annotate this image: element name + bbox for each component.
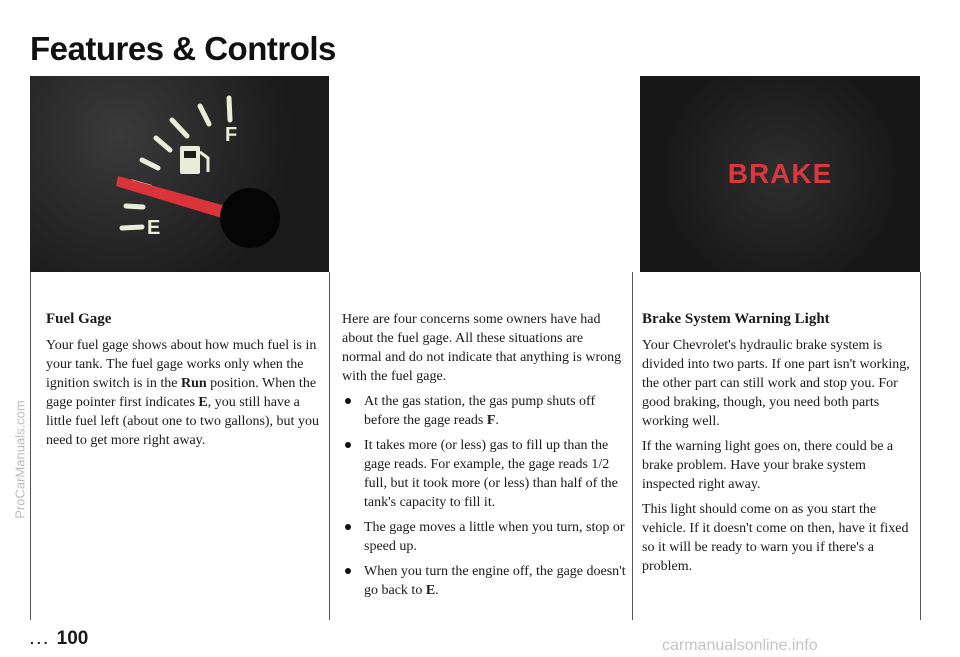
brake-warning-label: BRAKE <box>727 158 833 189</box>
fuel-gage-column <box>46 310 322 456</box>
brake-paragraph-1: Your Chevrolet's hydraulic brake system is divided into two parts. If one part isn't working, the other part can still work and stop you. For good braking, though, you need both parts working well. <box>642 338 910 429</box>
bullet-icon <box>345 524 351 530</box>
brake-paragraph-3: This light should come on as you start the vehicle. If it doesn't come on then, have it fixed so it will be ready to warn you if there's a problem. <box>642 502 909 574</box>
page-number <box>30 628 88 650</box>
fuel-concerns-column <box>342 310 626 606</box>
brake-warning-column <box>642 310 918 582</box>
fuel-gage-illustration <box>30 76 329 272</box>
brake-paragraph-2: If the warning light goes on, there could be a brake problem. Have your brake system inspected right away. <box>642 439 894 492</box>
column-rule-4 <box>920 272 921 620</box>
fuel-concerns-list <box>342 392 626 600</box>
column-rule-1 <box>30 272 31 620</box>
gage-full-mark: F <box>225 124 238 146</box>
page-number-dots: ... <box>30 631 51 647</box>
list-item: It takes more (or less) gas to fill up than the gage reads. For example, the gage reads 1/2 full, but it took more (or less) than half of the tank's capacity to fill it. <box>342 436 626 512</box>
fuel-pump-icon <box>180 146 208 174</box>
brake-warning-photo <box>640 76 920 272</box>
fuel-gage-photo <box>30 76 329 272</box>
bullet-icon <box>345 568 351 574</box>
column-rule-3 <box>632 272 633 620</box>
page-number-value: 100 <box>56 628 89 649</box>
watermark-side: ProCarManuals.com <box>12 400 28 519</box>
watermark-bottom: carmanualsonline.info <box>662 637 818 654</box>
gage-empty-mark: E <box>147 217 161 239</box>
page-title: Features & Controls <box>30 30 336 67</box>
list-item: When you turn the engine off, the gage doesn't go back to E. <box>342 562 626 600</box>
fuel-concerns-intro: Here are four concerns some owners have had about the fuel gage. All these situations are normal and do not indicate that anything is wrong with the fuel gage. <box>342 312 622 384</box>
gage-hub <box>220 188 280 248</box>
fuel-gage-paragraph: Your fuel gage shows about how much fuel is in your tank. The fuel gage works only when the ignition switch is in the Run position. When the gage pointer first indicates E, you still have a little fuel left (about one to two gallons), but you need to get more right away. <box>46 338 319 448</box>
bullet-icon <box>345 442 351 448</box>
column-rule-2 <box>329 272 330 620</box>
list-item: The gage moves a little when you turn, stop or speed up. <box>342 518 626 556</box>
bullet-icon <box>345 398 351 404</box>
brake-warning-heading: Brake System Warning Light <box>642 311 830 327</box>
fuel-gage-heading: Fuel Gage <box>46 311 112 327</box>
list-item: At the gas station, the gas pump shuts off before the gage reads F. <box>342 392 626 430</box>
